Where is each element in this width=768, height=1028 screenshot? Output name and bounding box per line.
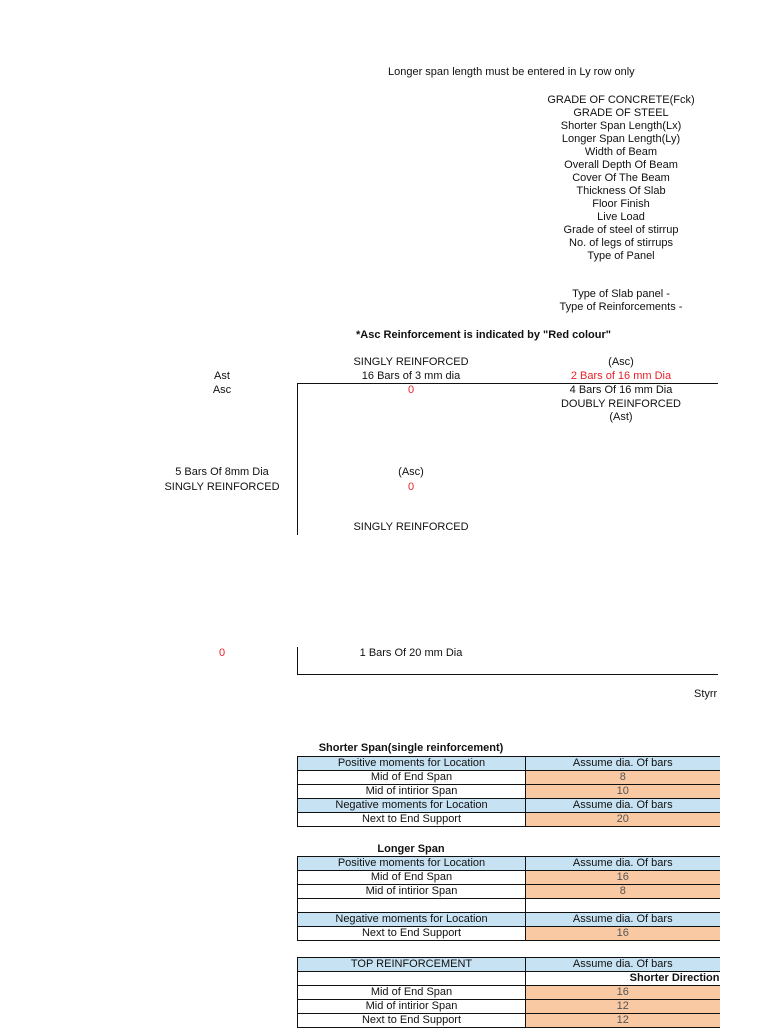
table-row (298, 972, 720, 986)
stirrup-label: Styrr (694, 688, 718, 700)
mid-top-bars: 16 Bars of 3 mm dia (361, 370, 461, 382)
left-mid-type: SINGLY REINFORCED (164, 481, 280, 493)
dia-header: Assume dia. Of bars (526, 799, 720, 813)
center-asc-label: (Asc) (398, 466, 424, 478)
asc-label: Asc (212, 384, 232, 396)
negative-moment-header: Negative moments for Location (298, 799, 526, 813)
mid-top-type: SINGLY REINFORCED (353, 356, 469, 368)
dia-header: Assume dia. Of bars (526, 757, 720, 771)
dia-header: Assume dia. Of bars (526, 913, 720, 927)
shorter-span-table (297, 756, 720, 827)
input-label: Cover Of The Beam (572, 172, 670, 184)
table-row (298, 986, 720, 1000)
positive-moment-header: Positive moments for Location (298, 857, 526, 871)
negative-moment-header: Negative moments for Location (298, 913, 526, 927)
dia-input-cell[interactable]: 16 (526, 986, 720, 1000)
table-row (298, 885, 720, 899)
bottom-left-value: 0 (218, 647, 226, 659)
table-row (298, 927, 720, 941)
input-label: GRADE OF STEEL (573, 107, 669, 119)
top-reinforcement-table (297, 957, 720, 1028)
dia-input-cell[interactable]: 16 (526, 927, 720, 941)
dia-input-cell[interactable]: 16 (526, 871, 720, 885)
table-row (298, 771, 720, 785)
dia-input-cell[interactable]: 10 (526, 785, 720, 799)
table-row (298, 799, 720, 813)
input-label: Overall Depth Of Beam (564, 159, 678, 171)
bottom-bars: 1 Bars Of 20 mm Dia (359, 647, 463, 659)
longer-span-title: Longer Span (377, 843, 445, 855)
positive-moment-header: Positive moments for Location (298, 757, 526, 771)
right-ast-label: (Ast) (609, 411, 633, 423)
dia-input-cell[interactable]: 12 (526, 1014, 720, 1028)
table-row (298, 899, 720, 913)
dia-input-cell[interactable]: 8 (526, 885, 720, 899)
input-label: Thickness Of Slab (576, 185, 666, 197)
span-length-note: Longer span length must be entered in Ly row only (388, 66, 635, 78)
input-label: Shorter Span Length(Lx) (560, 120, 682, 132)
location-cell: Mid of intirior Span (298, 785, 526, 799)
center-type: SINGLY REINFORCED (353, 521, 469, 533)
empty-cell (526, 899, 720, 913)
table-row (298, 1000, 720, 1014)
empty-cell (298, 972, 526, 986)
location-cell: Mid of End Span (298, 871, 526, 885)
input-label: Live Load (597, 211, 645, 223)
location-cell: Mid of End Span (298, 771, 526, 785)
top-reinforcement-header: TOP REINFORCEMENT (298, 958, 526, 972)
beam-bottom-line (297, 674, 718, 675)
input-label: No. of legs of stirrups (569, 237, 673, 249)
dia-input-cell[interactable]: 20 (526, 813, 720, 827)
table-row (298, 1014, 720, 1028)
beam-left-line-upper (297, 383, 298, 535)
input-labels (520, 94, 722, 263)
dia-header: Assume dia. Of bars (526, 857, 720, 871)
location-cell: Mid of intirior Span (298, 1000, 526, 1014)
right-ast-bars: 4 Bars Of 16 mm Dia (569, 384, 673, 396)
longer-span-table (297, 856, 720, 941)
left-mid-bars: 5 Bars Of 8mm Dia (175, 466, 269, 478)
asc-colour-note: *Asc Reinforcement is indicated by "Red colour" (356, 329, 611, 341)
input-label: Longer Span Length(Ly) (561, 133, 681, 145)
table-row (298, 757, 720, 771)
empty-cell (298, 899, 526, 913)
table-row (298, 958, 720, 972)
right-type: DOUBLY REINFORCED (560, 398, 681, 410)
ast-label: Ast (214, 370, 230, 382)
reinforcement-type-label: Type of Reinforcements - (559, 301, 683, 313)
right-asc-bars: 2 Bars of 16 mm Dia (570, 370, 672, 382)
mid-top-asc-value: 0 (407, 384, 415, 396)
table-row (298, 913, 720, 927)
dia-input-cell[interactable]: 12 (526, 1000, 720, 1014)
input-label: Type of Panel (587, 250, 655, 262)
location-cell: Mid of End Span (298, 986, 526, 1000)
table-row (298, 813, 720, 827)
dia-input-cell[interactable]: 8 (526, 771, 720, 785)
location-cell: Next to End Support (298, 927, 526, 941)
right-asc-label: (Asc) (608, 356, 634, 368)
location-cell: Mid of intirior Span (298, 885, 526, 899)
input-label: Width of Beam (584, 146, 658, 158)
input-label: Floor Finish (592, 198, 650, 210)
dia-header: Assume dia. Of bars (526, 958, 720, 972)
input-label: Grade of steel of stirrup (563, 224, 679, 236)
panel-type-label: Type of Slab panel - (572, 288, 670, 300)
table-row (298, 785, 720, 799)
beam-left-line-lower (297, 647, 298, 675)
table-row (298, 871, 720, 885)
shorter-span-title: Shorter Span(single reinforcement) (318, 742, 504, 754)
location-cell: Next to End Support (298, 813, 526, 827)
input-label: GRADE OF CONCRETE(Fck) (547, 94, 695, 106)
center-asc-value: 0 (407, 481, 415, 493)
location-cell: Next to End Support (298, 1014, 526, 1028)
table-row (298, 857, 720, 871)
shorter-direction-header: Shorter Direction (526, 972, 720, 986)
